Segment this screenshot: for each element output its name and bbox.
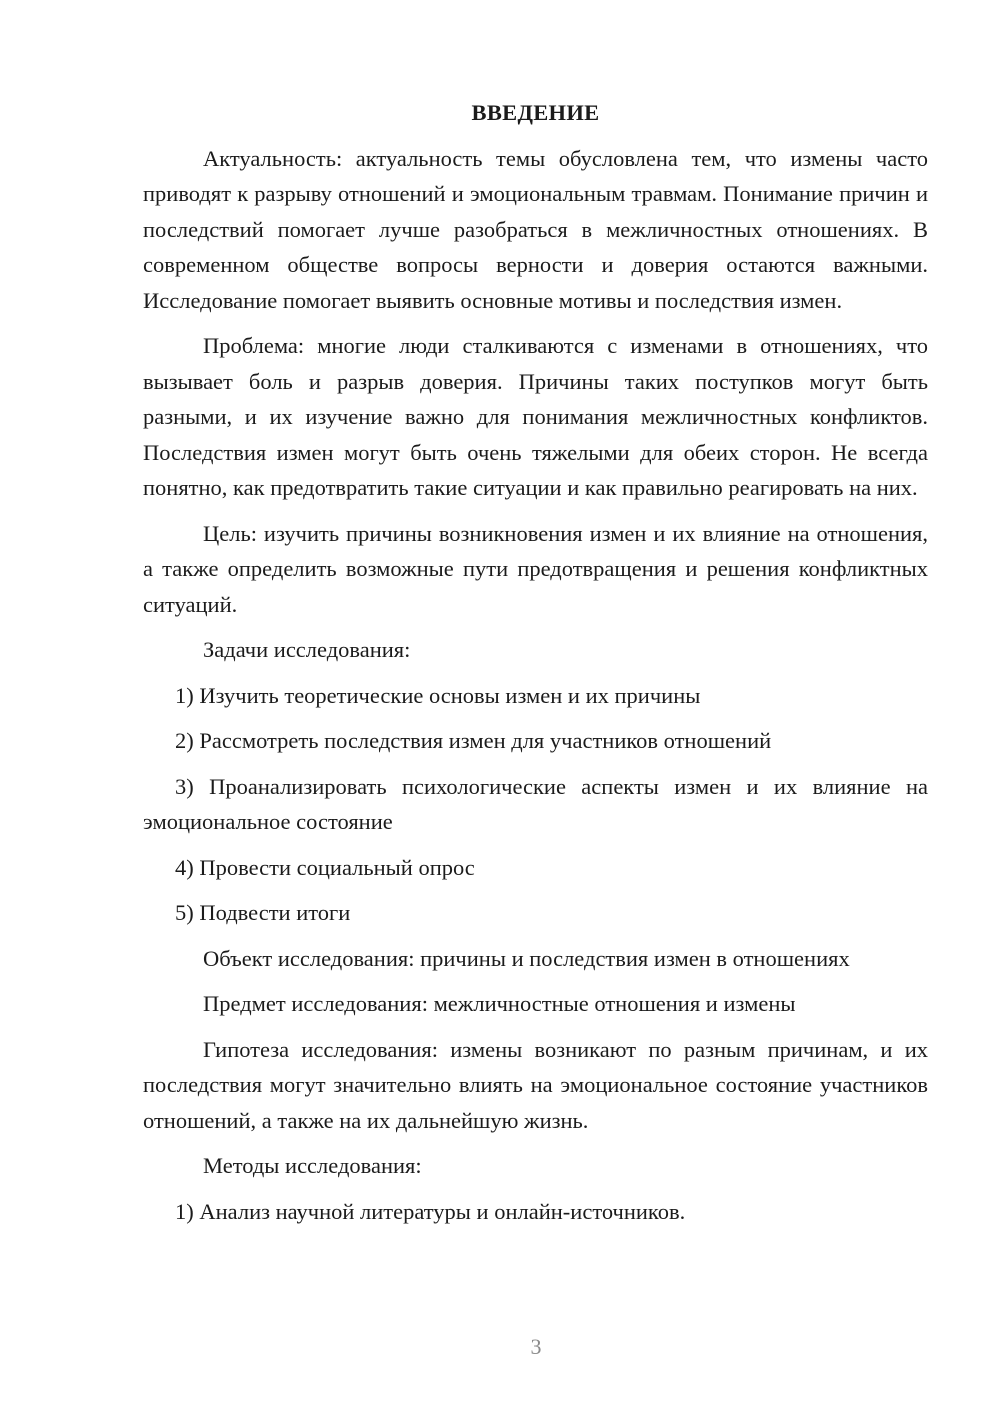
task-item-2: 2) Рассмотреть последствия измен для участников отношений (175, 728, 772, 753)
page-content (143, 95, 928, 1239)
methods-heading: Методы исследования: (203, 1153, 422, 1178)
task-item-4: 4) Провести социальный опрос (175, 854, 475, 880)
task-item-1: 1) Изучить теоретические основы измен и их причины (175, 682, 701, 708)
tasks-heading: Задачи исследования: (203, 637, 411, 662)
page-number: 3 (530, 1334, 542, 1359)
subject-paragraph: Предмет исследования: межличностные отношения и измены (203, 991, 796, 1016)
method-item-1: 1) Анализ научной литературы и онлайн-источников. (175, 1198, 686, 1224)
problem-paragraph: Проблема: многие люди сталкиваются с изменами в отношениях, что вызывает боль и разрыв доверия. Причины таких поступков могут быть разными, и их изучение важно для понимания межличностных конфликтов. Последствия измен могут быть очень тяжелыми для обеих сторон. Не всегда понятно, как предотвратить такие ситуации и как правильно реагировать на них. (143, 333, 928, 500)
relevance-paragraph: Актуальность: актуальность темы обусловлена тем, что измены часто приводят к разрыву отношений и эмоциональным травмам. Понимание причин и последствий помогает лучше разобраться в межличностных отношениях. В современном обществе вопросы верности и доверия остаются важными. Исследование помогает выявить основные мотивы и последствия измен. (143, 145, 928, 313)
task-item-3: 3) Проанализировать психологические аспекты измен и их влияние на эмоциональное состояние (143, 773, 928, 834)
goal-paragraph: Цель: изучить причины возникновения измен и их влияние на отношения, а также определить возможные пути предотвращения и решения конфликтных ситуаций. (143, 520, 928, 617)
page-title: ВВЕДЕНИЕ (471, 100, 600, 125)
hypothesis-paragraph: Гипотеза исследования: измены возникают по разным причинам, и их последствия могут значительно влиять на эмоциональное состояние участников отношений, а также на их дальнейшую жизнь. (143, 1036, 928, 1133)
object-paragraph: Объект исследования: причины и последствия измен в отношениях (203, 945, 850, 971)
task-item-5: 5) Подвести итоги (175, 900, 351, 925)
